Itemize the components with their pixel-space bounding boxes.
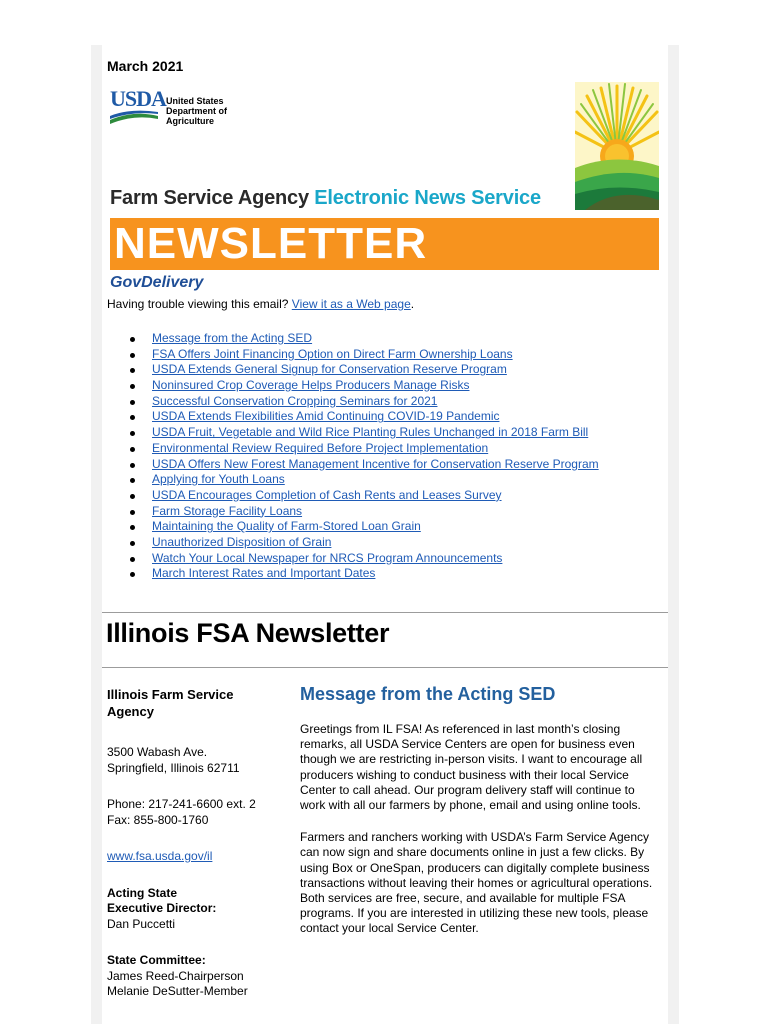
toc-link[interactable]: USDA Extends General Signup for Conservation Reserve Program	[152, 362, 507, 377]
address-line: Springfield, Illinois 62711	[107, 760, 240, 775]
toc-link[interactable]: USDA Offers New Forest Management Incentive for Conservation Reserve Program	[152, 456, 599, 471]
article-heading: Message from the Acting SED	[300, 684, 556, 704]
toc-item	[130, 378, 599, 394]
contact-sidebar	[107, 686, 277, 1000]
toc-link[interactable]: Successful Conservation Cropping Seminars for 2021	[152, 393, 438, 408]
usda-name-line: Agriculture	[166, 116, 215, 126]
toc-item	[130, 331, 599, 347]
toc-link[interactable]: Unauthorized Disposition of Grain	[152, 534, 332, 549]
committee-title: State Committee:	[107, 953, 206, 967]
divider	[102, 612, 668, 613]
view-online-link[interactable]: View it as a Web page	[291, 297, 411, 311]
spacer	[107, 865, 277, 886]
spacer	[107, 828, 277, 849]
toc-link[interactable]: Noninsured Crop Coverage Helps Producers Manage Risks	[152, 378, 470, 393]
page-title: Illinois FSA Newsletter	[106, 618, 390, 648]
divider	[102, 667, 668, 668]
website-link[interactable]: www.fsa.usda.gov/il	[107, 849, 213, 863]
newsletter-banner-text: NEWSLETTER	[114, 219, 428, 268]
toc-item	[130, 535, 599, 551]
fax-number: Fax: 855-800-1760	[107, 812, 209, 827]
spacer	[107, 776, 277, 797]
director-title: Acting State	[107, 885, 178, 900]
usda-name	[166, 96, 227, 126]
view-online-suffix: .	[410, 297, 415, 311]
newsletter-banner	[110, 218, 659, 270]
table-of-contents	[130, 331, 599, 582]
toc-link[interactable]: Applying for Youth Loans	[152, 472, 285, 487]
toc-item	[130, 425, 599, 441]
toc-link[interactable]: Watch Your Local Newspaper for NRCS Program Announcements	[152, 550, 503, 565]
usda-logo	[110, 88, 240, 130]
banner-title	[110, 187, 541, 210]
toc-item	[130, 519, 599, 535]
toc-link[interactable]: March Interest Rates and Important Dates	[152, 566, 376, 581]
toc-item	[130, 488, 599, 504]
article-paragraph: Greetings from IL FSA! As referenced in last month’s closing remarks, all USDA Service Centers are open for business even though we are restricting in-person visits. I want to encourage all producers wishing to conduct business with their local Service Center to call ahead. Our program delivery staff will continue to work with all our farmers by phone, email and using online tools.	[300, 722, 643, 813]
toc-item	[130, 347, 599, 363]
toc-link[interactable]: Message from the Acting SED	[152, 331, 313, 345]
committee-member: Melanie DeSutter-Member	[107, 984, 248, 998]
toc-link[interactable]: Maintaining the Quality of Farm-Stored Loan Grain	[152, 519, 421, 534]
article-paragraph: Farmers and ranchers working with USDA’s Farm Service Agency can now sign and share documents online in just a few clicks. By using Box or OneSpan, producers can digitally complete business transactions without leaving their homes or agricultural operations. Both services are free, secure, and available for multiple FSA programs. If you are interested in utilizing these new tools, please contact your local Service Center.	[300, 830, 653, 936]
spacer	[300, 706, 662, 722]
org-name: Illinois Farm Service Agency	[107, 687, 234, 719]
toc-link[interactable]: USDA Extends Flexibilities Amid Continuing COVID-19 Pandemic	[152, 409, 500, 424]
issue-date: March 2021	[107, 58, 184, 74]
phone-number: Phone: 217-241-6600 ext. 2	[107, 797, 256, 811]
spacer	[107, 720, 277, 745]
toc-link[interactable]: USDA Encourages Completion of Cash Rents and Leases Survey	[152, 487, 502, 502]
committee-member: James Reed-Chairperson	[107, 968, 244, 983]
usda-mark: USDA	[110, 86, 166, 111]
toc-link[interactable]: Farm Storage Facility Loans	[152, 503, 303, 518]
sunrise-field-illustration	[575, 82, 659, 210]
toc-item	[130, 457, 599, 473]
banner-title-accent: Electronic News Service	[314, 187, 541, 209]
view-online-prefix: Having trouble viewing this email?	[107, 297, 289, 311]
director-name: Dan Puccetti	[107, 916, 176, 931]
usda-name-line: United States	[166, 96, 224, 106]
address-line: 3500 Wabash Ave.	[107, 745, 208, 759]
banner-title-main: Farm Service Agency	[110, 187, 309, 209]
toc-item	[130, 409, 599, 425]
spacer	[107, 932, 277, 953]
toc-item	[130, 472, 599, 488]
toc-link[interactable]: FSA Offers Joint Financing Option on Direct Farm Ownership Loans	[152, 346, 513, 361]
toc-link[interactable]: Environmental Review Required Before Project Implementation	[152, 440, 489, 455]
toc-item	[130, 566, 599, 582]
view-online-notice	[107, 297, 414, 311]
toc-item	[130, 394, 599, 410]
article-message-from-sed	[300, 682, 662, 937]
toc-item	[130, 551, 599, 567]
govdelivery-logo: GovDelivery	[110, 274, 204, 291]
usda-swoosh-icon	[110, 110, 158, 124]
usda-name-line: Department of	[166, 106, 228, 116]
toc-item	[130, 504, 599, 520]
toc-link[interactable]: USDA Fruit, Vegetable and Wild Rice Planting Rules Unchanged in 2018 Farm Bill	[152, 425, 589, 440]
toc-item	[130, 441, 599, 457]
toc-item	[130, 362, 599, 378]
spacer	[300, 813, 662, 830]
director-title: Executive Director:	[107, 901, 217, 915]
